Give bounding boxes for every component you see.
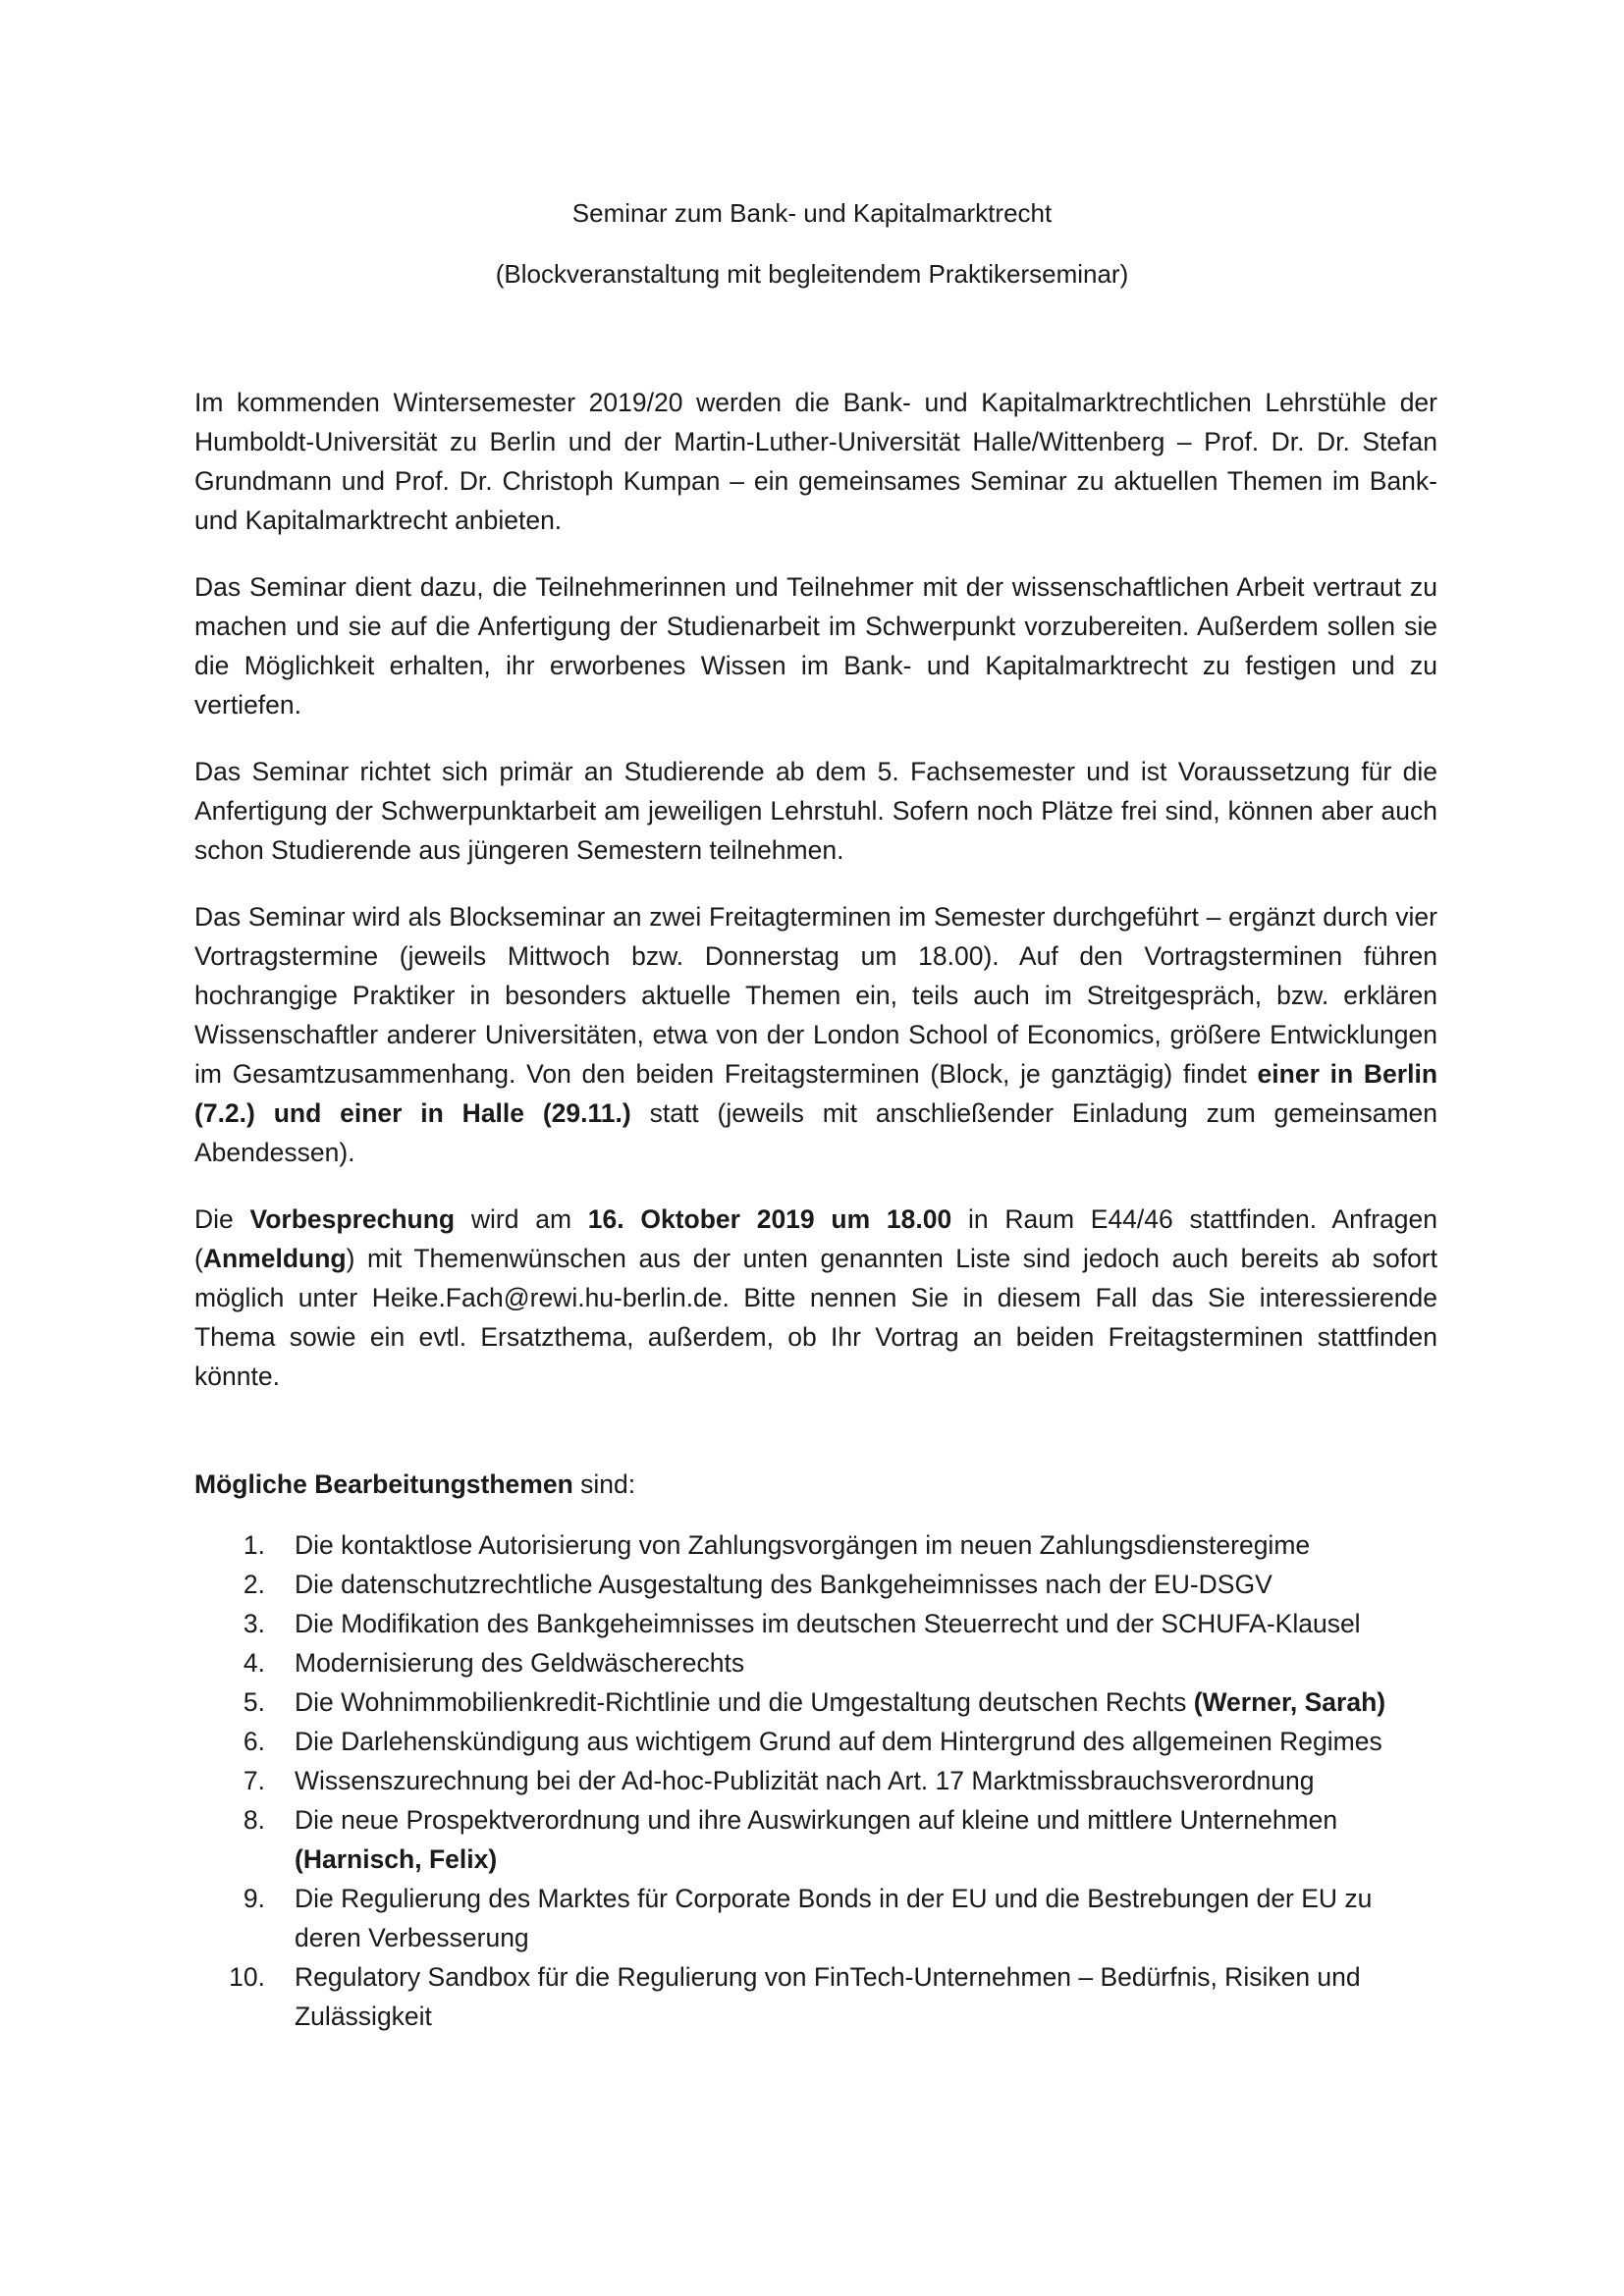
- topic-item: [194, 1604, 1437, 1643]
- paragraph-intro: Im kommenden Wintersemester 2019/20 werden die Bank- und Kapitalmarktrechtlichen Lehrstühle der Humboldt-Universität zu Berlin und der Martin-Luther-Universität Halle/Wittenberg – Prof. Dr. Dr. Stefan Grundmann und Prof. Dr. Christoph Kumpan – ein gemeinsames Seminar zu aktuellen Themen im Bank- und Kapitalmarktrecht anbieten.: [194, 388, 1437, 535]
- topic-text: Die Wohnimmobilienkredit-Richtlinie und die Umgestaltung deutschen Rechts: [295, 1687, 1187, 1717]
- topic-item: [194, 1800, 1437, 1879]
- document-body: [194, 383, 1437, 1396]
- topic-item: [194, 1761, 1437, 1800]
- topic-number: 2.: [243, 1570, 265, 1599]
- document-title: Seminar zum Bank- und Kapitalmarktrecht: [571, 198, 1053, 228]
- registration-text-c: wird am: [470, 1204, 572, 1234]
- topic-item: [194, 1682, 1437, 1722]
- topics-heading: [194, 1465, 1437, 1504]
- topic-text: Regulatory Sandbox für die Regulierung von FinTech-Unternehmen – Bedürfnis, Risiken und Zulässigkeit: [295, 1962, 1361, 2031]
- topic-text: Die Modifikation des Bankgeheimnisses im deutschen Steuerrecht und der SCHUFA-Klausel: [295, 1609, 1361, 1638]
- topic-text: Die Regulierung des Marktes für Corporate Bonds in der EU und die Bestrebungen der EU zu deren Verbesserung: [295, 1884, 1373, 1952]
- topics-list: [194, 1525, 1437, 2036]
- topic-item: [194, 1722, 1437, 1761]
- registration-text-g: ) mit Themenwünschen aus der unten genannten Liste sind jedoch auch bereits ab sofort möglich unter Heike.Fach@rewi.hu-berlin.de. Bitte nennen Sie in diesem Fall das Sie interessierende Thema sowie ein evtl. Ersatzthema, außerdem, ob Ihr Vortrag an beiden Freitagsterminen stattfinden könnte.: [194, 1244, 1437, 1391]
- topic-text: Modernisierung des Geldwäscherechts: [295, 1648, 745, 1678]
- schedule-text-a: Das Seminar wird als Blockseminar an zwei Freitagterminen im Semester durchgeführt – ergänzt durch vier Vortragstermine (jeweils Mittwoch bzw. Donnerstag um 18.00). Auf den Vortragsterminen führen hochrangige Praktiker in besonders aktuelle Themen ein, teils auch im Streitgespräch, bzw. erklären Wissenschaftler anderer Universitäten, etwa von der London School of Economics, größere Entwicklungen im Gesamtzusammenhang. Von den beiden Freitagsterminen (Block, je ganztägig) findet: [194, 902, 1437, 1089]
- registration-text-a: Die: [194, 1204, 234, 1234]
- topic-number: 9.: [243, 1884, 265, 1913]
- topic-text: Die kontaktlose Autorisierung von Zahlungsvorgängen im neuen Zahlungsdiensteregime: [295, 1530, 1311, 1560]
- topic-number: 6.: [243, 1727, 265, 1756]
- schedule-text-c: statt (jeweils mit anschließender Einladung zum gemeinsamen Abendessen).: [194, 1098, 1437, 1167]
- topic-assignee: (Werner, Sarah): [1193, 1687, 1386, 1717]
- topic-number: 8.: [243, 1805, 265, 1835]
- topic-item: [194, 1643, 1437, 1682]
- topic-number: 7.: [243, 1766, 265, 1795]
- paragraph-purpose: Das Seminar dient dazu, die Teilnehmerinnen und Teilnehmer mit der wissenschaftlichen Arbeit vertraut zu machen und sie auf die Anfertigung der Studienarbeit im Schwerpunkt vorzubereiten. Außerdem sollen sie die Möglichkeit erhalten, ihr erworbenes Wissen im Bank- und Kapitalmarktrecht zu festigen und zu vertiefen.: [194, 572, 1437, 720]
- registration-text-e: in Raum E44/46 stattfinden. Anfragen (: [194, 1204, 1437, 1273]
- topics-heading-bold: Mögliche Bearbeitungsthemen: [194, 1469, 573, 1499]
- topic-number: 1.: [243, 1530, 265, 1560]
- topic-text: Die datenschutzrechtliche Ausgestaltung des Bankgeheimnisses nach der EU-DSGV: [295, 1570, 1272, 1599]
- topic-item: [194, 1525, 1437, 1565]
- paragraph-registration: [194, 1200, 1437, 1396]
- topic-assignee: (Harnisch, Felix): [295, 1844, 498, 1874]
- topic-number: 3.: [243, 1609, 265, 1638]
- topics-heading-rest: sind:: [572, 1469, 636, 1499]
- registration-date: 16. Oktober 2019 um 18.00: [587, 1204, 952, 1234]
- paragraph-audience: Das Seminar richtet sich primär an Studierende ab dem 5. Fachsemester und ist Voraussetzung für die Anfertigung der Schwerpunktarbeit am jeweiligen Lehrstuhl. Sofern noch Plätze frei sind, können aber auch schon Studierende aus jüngeren Semestern teilnehmen.: [194, 757, 1437, 865]
- topic-text: Die neue Prospektverordnung und ihre Auswirkungen auf kleine und mittlere Unternehmen: [295, 1805, 1338, 1835]
- topic-number: 10.: [229, 1962, 265, 1992]
- paragraph-schedule: [194, 897, 1437, 1172]
- topic-item: [194, 1957, 1437, 2036]
- topic-text: Wissenszurechnung bei der Ad-hoc-Publizität nach Art. 17 Marktmissbrauchsverordnung: [295, 1766, 1315, 1795]
- registration-signup: Anmeldung: [202, 1244, 347, 1273]
- topic-number: 5.: [243, 1687, 265, 1717]
- topic-item: [194, 1879, 1437, 1957]
- topic-text: Die Darlehenskündigung aus wichtigem Grund auf dem Hintergrund des allgemeinen Regimes: [295, 1727, 1382, 1756]
- registration-label: Vorbesprechung: [249, 1204, 456, 1234]
- schedule-dates: einer in Berlin (7.2.) und einer in Halle (29.11.): [194, 1059, 1438, 1128]
- document-subtitle: (Blockveranstaltung mit begleitendem Praktikerseminar): [495, 259, 1129, 289]
- topic-item: [194, 1565, 1437, 1604]
- topic-number: 4.: [243, 1648, 265, 1678]
